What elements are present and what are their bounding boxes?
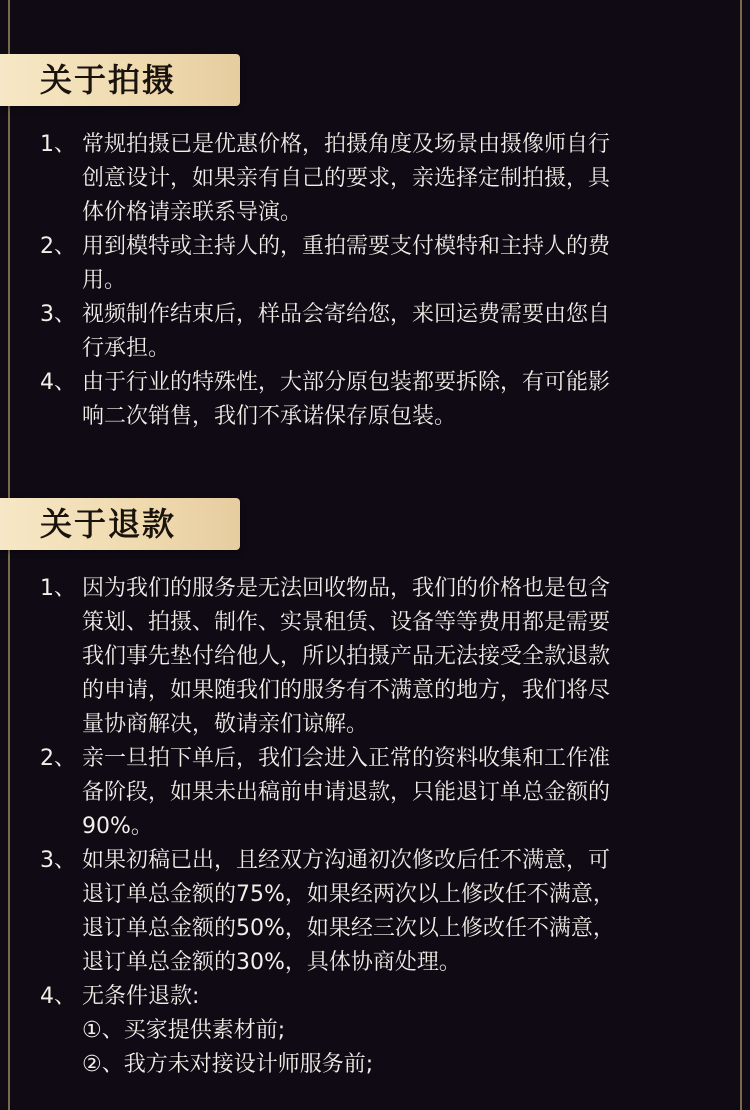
section-title-refund: 关于退款 <box>40 505 177 543</box>
refund-item-3-text: 如果初稿已出，且经双方沟通初次修改后任不满意，可 退订单总金额的75%，如果经两次以上修改任不满意， 退订单总金额的50%，如果经三次以上修改任不满意， 退订单总金额的30%，具体协商处理。 <box>82 848 615 975</box>
refund-item-2-text: 亲一旦拍下单后，我们会进入正常的资料收集和工作准 备阶段，如果未出稿前申请退款，只能退订单总金额的 90%。 <box>82 746 611 839</box>
shooting-item-3 <box>40 298 710 366</box>
section-header-shooting <box>0 54 240 106</box>
refund-item-1-text: 因为我们的服务是无法回收物品，我们的价格也是包含 策划、拍摄、制作、实景租赁、设备等等费用都是需要 我们事先垫付给他人，所以拍摄产品无法接受全款退款 的申请，如果随我们的服务有不满意的地方，我们将尽 量协商解决，敬请亲们谅解。 <box>82 576 611 737</box>
refund-item-2 <box>40 742 710 844</box>
left-frame-line <box>8 0 10 1110</box>
shooting-item-2-text: 用到模特或主持人的，重拍需要支付模特和主持人的费 用。 <box>82 234 611 293</box>
shooting-item-3-number: 3、 <box>40 302 76 327</box>
shooting-item-4-number: 4、 <box>40 370 76 395</box>
shooting-item-1-number: 1、 <box>40 132 76 157</box>
right-frame-line <box>740 0 742 1110</box>
refund-item-3-number: 3、 <box>40 848 76 873</box>
refund-item-4-number: 4、 <box>40 984 76 1009</box>
shooting-item-1-text: 常规拍摄已是优惠价格，拍摄角度及场景由摄像师自行 创意设计，如果亲有自己的要求，亲选择定制拍摄，具 体价格请亲联系导演。 <box>82 132 611 225</box>
shooting-item-2-number: 2、 <box>40 234 76 259</box>
shooting-item-4 <box>40 366 710 434</box>
shooting-item-3-text: 视频制作结束后，样品会寄给您，来回运费需要由您自 行承担。 <box>82 302 611 361</box>
section-title-shooting: 关于拍摄 <box>40 61 177 99</box>
refund-list <box>40 572 710 1082</box>
refund-item-3 <box>40 844 710 980</box>
section-header-refund <box>0 498 240 550</box>
refund-item-4-text: 无条件退款: <box>82 984 200 1009</box>
shooting-list <box>40 128 710 434</box>
refund-item-1-number: 1、 <box>40 576 76 601</box>
refund-item-4 <box>40 980 710 1014</box>
refund-item-1 <box>40 572 710 742</box>
refund-sub-item-2: ②、我方未对接设计师服务前; <box>82 1052 374 1077</box>
shooting-item-4-text: 由于行业的特殊性，大部分原包装都要拆除，有可能影 响二次销售，我们不承诺保存原包装。 <box>82 370 611 429</box>
refund-item-2-number: 2、 <box>40 746 76 771</box>
shooting-item-2 <box>40 230 710 298</box>
shooting-item-1 <box>40 128 710 230</box>
refund-sub-item-1: ①、买家提供素材前; <box>82 1018 286 1043</box>
